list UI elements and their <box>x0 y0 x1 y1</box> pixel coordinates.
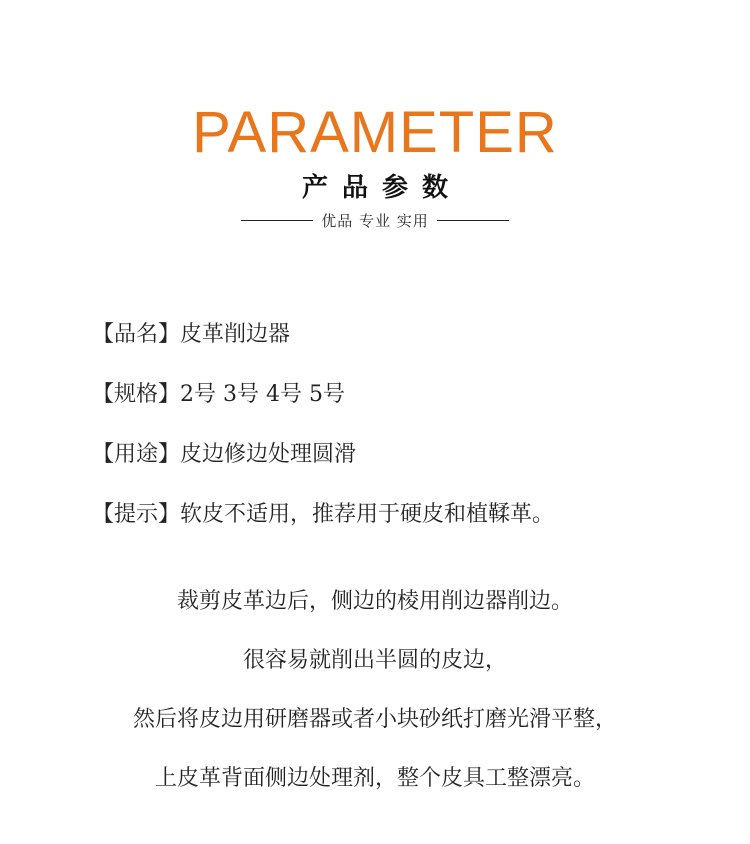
description-line: 上皮革背面侧边处理剂，整个皮具工整漂亮。 <box>154 766 595 791</box>
spec-value: 2号 3号 4号 5号 <box>180 382 345 407</box>
spec-row-name <box>92 316 712 376</box>
spec-label: 【提示】 <box>92 502 181 527</box>
description-line: 很容易就削出半圆的皮边， <box>242 648 507 673</box>
left-divider-line <box>241 220 313 221</box>
spec-row-size <box>92 376 712 436</box>
tagline-row <box>0 207 750 233</box>
spec-row-usage <box>92 436 712 496</box>
spec-label: 【规格】 <box>92 382 181 407</box>
description-block <box>0 582 750 818</box>
spec-row-tip <box>92 496 712 556</box>
spec-list <box>92 316 712 556</box>
right-divider-line <box>437 220 509 221</box>
title-english: PARAMETER <box>192 100 558 165</box>
title-chinese: 产品参数 <box>301 173 462 203</box>
tagline: 优品 专业 实用 <box>321 211 429 230</box>
spec-value: 皮革削边器 <box>180 322 291 347</box>
description-line: 然后将皮边用研磨器或者小块砂纸打磨光滑平整， <box>132 707 617 732</box>
spec-value: 皮边修边处理圆滑 <box>180 442 357 467</box>
spec-label: 【用途】 <box>92 442 181 467</box>
description-line: 裁剪皮革边后，侧边的棱用削边器削边。 <box>176 589 573 614</box>
spec-label: 【品名】 <box>92 322 181 347</box>
spec-value: 软皮不适用，推荐用于硬皮和植鞣革。 <box>180 502 555 527</box>
